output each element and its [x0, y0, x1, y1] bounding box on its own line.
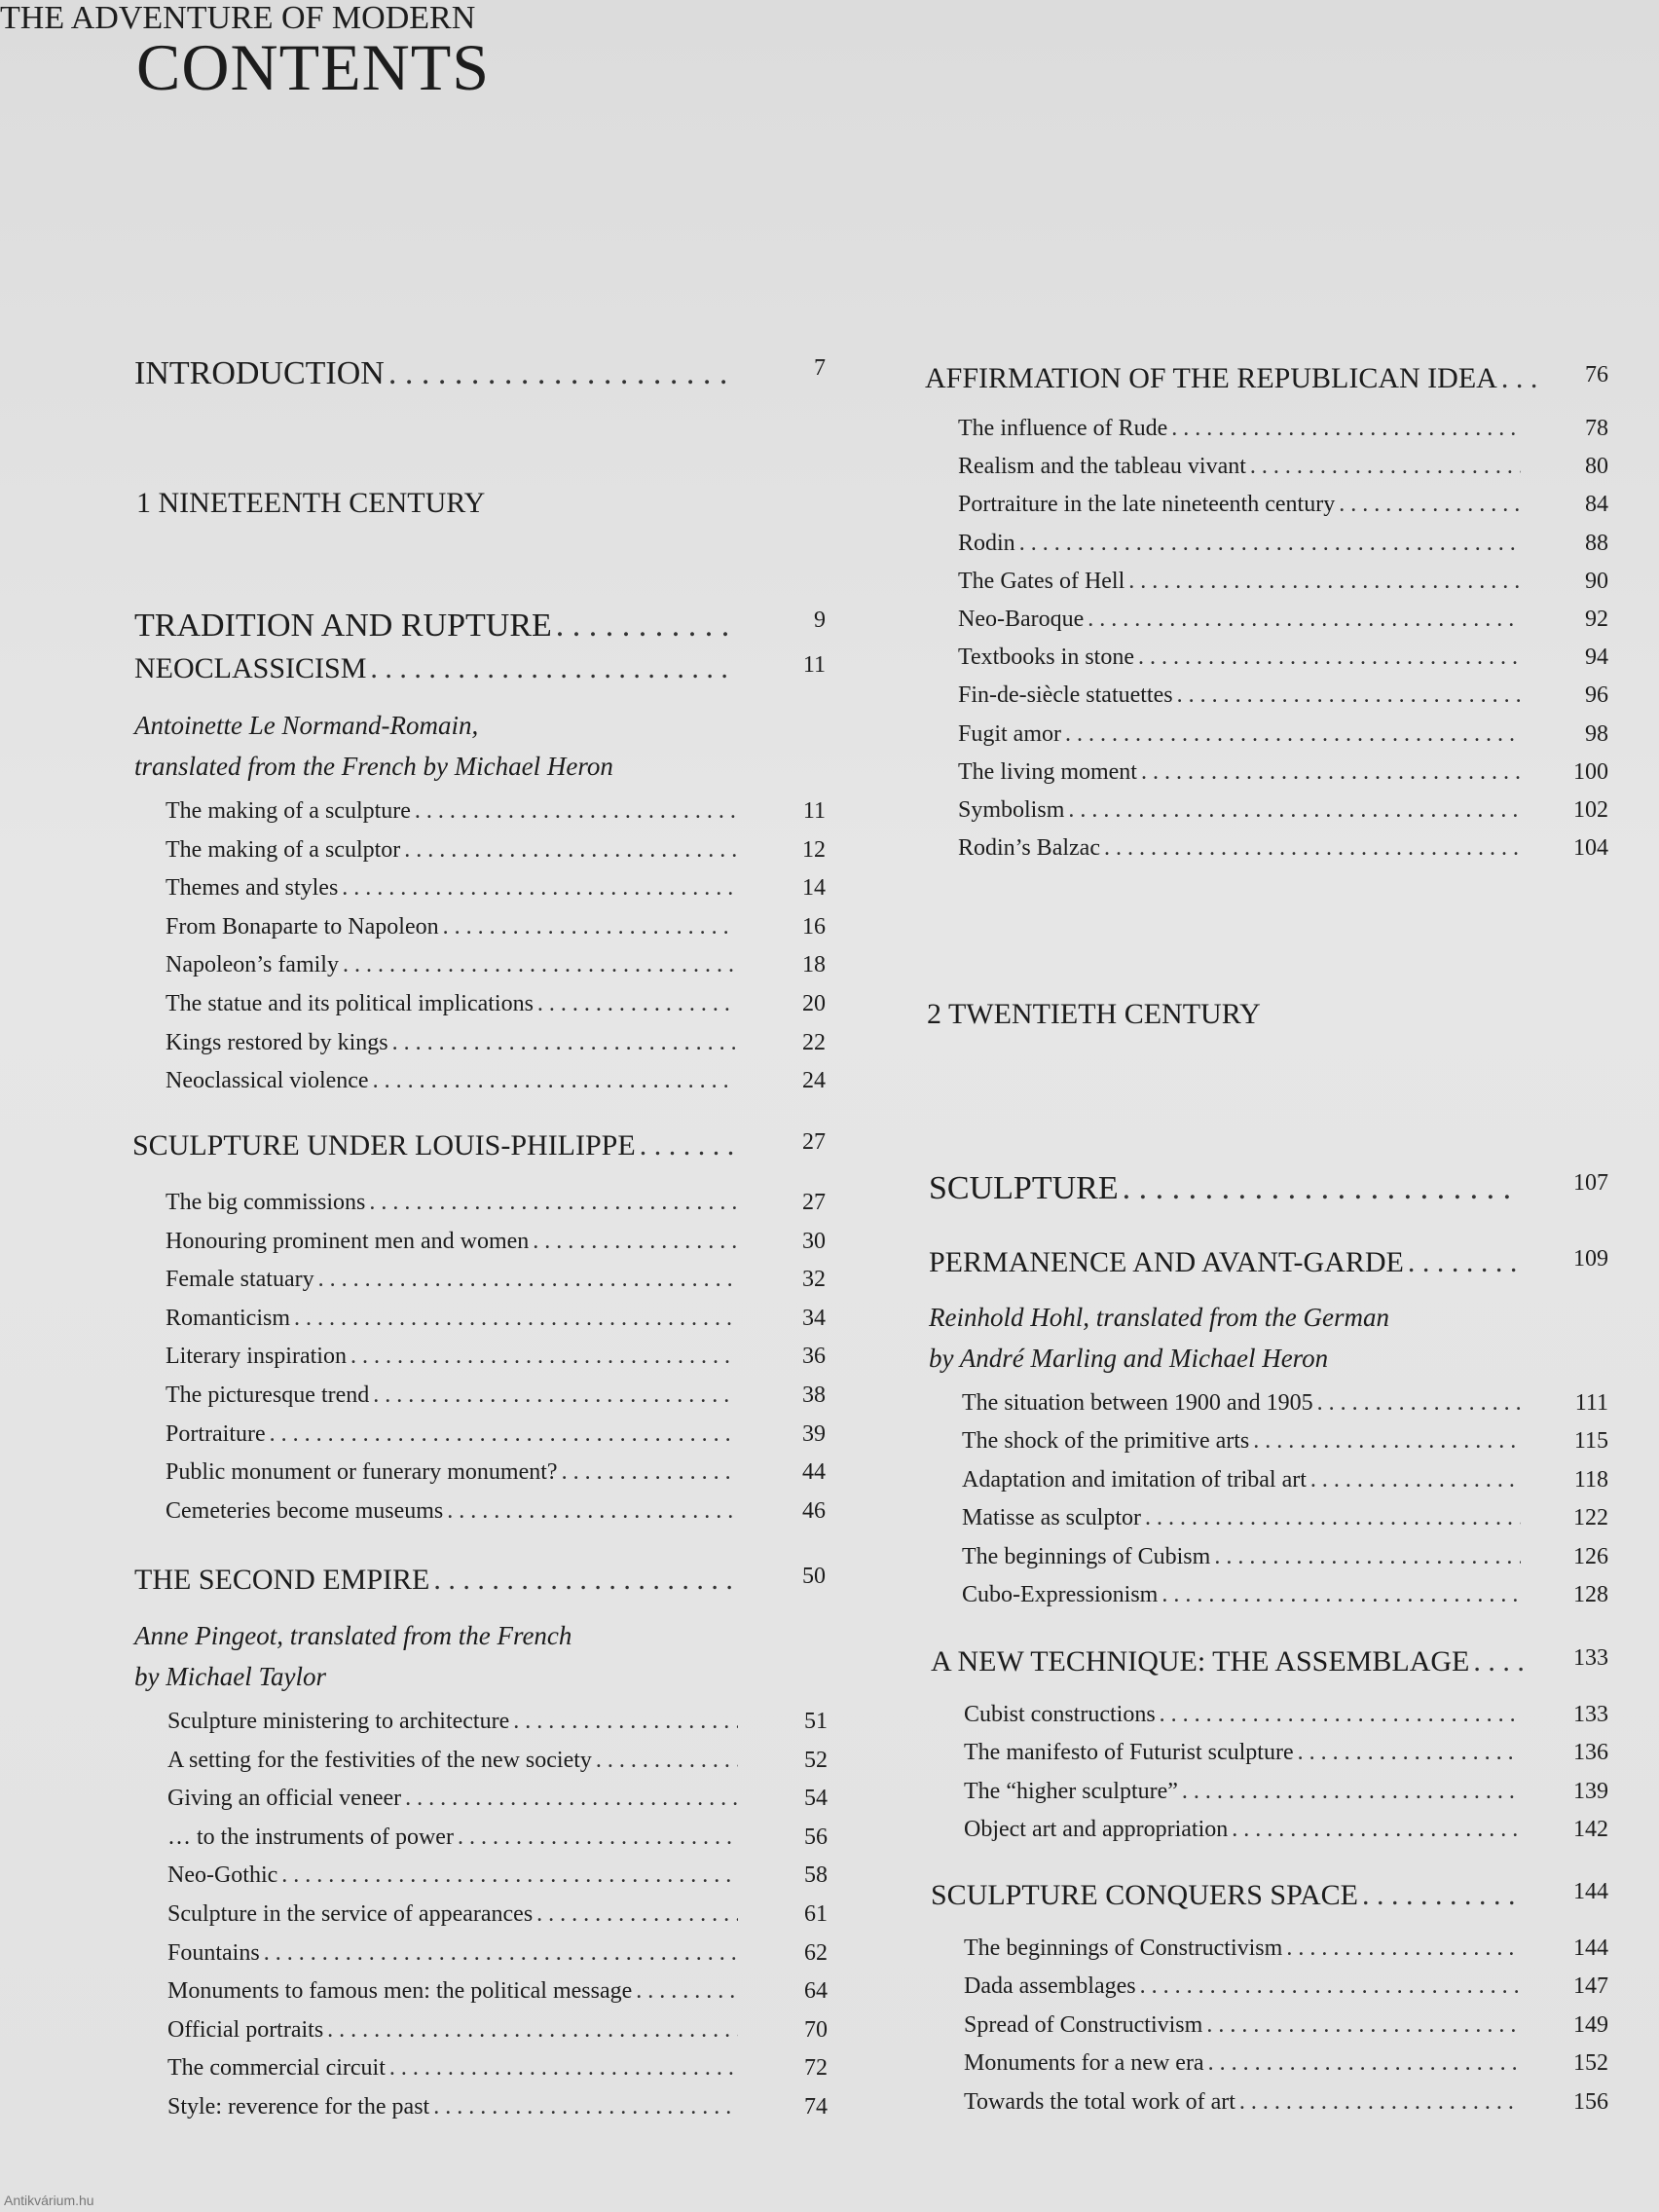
toc-item[interactable] — [962, 1505, 1608, 1531]
page-number: 18 — [802, 952, 826, 978]
dot-leader — [1104, 835, 1521, 862]
dot-leader — [1208, 2050, 1521, 2077]
entry-title: Cubist constructions — [964, 1702, 1156, 1727]
dot-leader — [443, 914, 736, 940]
page-number: 136 — [1573, 1740, 1608, 1766]
page-number: 22 — [802, 1029, 826, 1055]
toc-item[interactable] — [958, 416, 1608, 442]
dot-leader — [1141, 759, 1521, 786]
dot-leader — [281, 1862, 738, 1889]
author-credit: Anne Pingeot, translated from the French — [134, 1621, 572, 1650]
entry-title: SCULPTURE CONQUERS SPACE — [931, 1879, 1358, 1911]
page-number: 111 — [1574, 1390, 1608, 1416]
page-number: 133 — [1573, 1645, 1608, 1671]
dot-leader — [1068, 797, 1521, 824]
page-number: 58 — [804, 1862, 828, 1889]
toc-item[interactable] — [958, 720, 1608, 748]
page-number: 90 — [1585, 568, 1608, 594]
toc-item[interactable] — [958, 758, 1608, 786]
toc-item[interactable] — [166, 1267, 826, 1293]
entry-title: The situation between 1900 and 1905 — [962, 1390, 1313, 1416]
toc-item[interactable] — [166, 952, 826, 978]
toc-item[interactable] — [166, 1029, 826, 1056]
dot-leader — [537, 991, 736, 1017]
toc-item[interactable] — [958, 645, 1608, 671]
dot-leader — [1232, 1817, 1521, 1843]
toc-section-adventure[interactable] — [929, 1170, 1608, 1207]
entry-title: The beginnings of Constructivism — [964, 1936, 1283, 1961]
entry-title: Style: reverence for the past — [167, 2094, 430, 2120]
page-number: 64 — [804, 1978, 828, 2005]
author-credit: Antoinette Le Normand-Romain, — [134, 711, 479, 740]
dot-leader — [562, 1459, 736, 1486]
dot-leader — [447, 1498, 736, 1525]
toc-item[interactable] — [166, 798, 826, 825]
dot-leader — [433, 1564, 736, 1597]
dot-leader — [1123, 1170, 1521, 1207]
page-number: 54 — [804, 1786, 828, 1812]
toc-item[interactable] — [964, 1740, 1608, 1766]
page-number: 139 — [1573, 1778, 1608, 1804]
page-number: 156 — [1573, 2088, 1608, 2115]
toc-item[interactable] — [964, 2011, 1608, 2039]
page-number: 38 — [802, 1382, 826, 1408]
entry-title: Fin-de-siècle statuettes — [958, 682, 1173, 709]
dot-leader — [1019, 531, 1521, 557]
dot-leader — [1339, 492, 1521, 518]
toc-item[interactable] — [166, 1420, 826, 1448]
toc-item[interactable] — [166, 836, 826, 864]
dot-leader — [404, 837, 736, 864]
entry-title: Romanticism — [166, 1305, 290, 1331]
dot-leader — [1088, 607, 1521, 633]
page-number: 128 — [1573, 1582, 1608, 1607]
entry-title: Rodin’s Balzac — [958, 835, 1100, 862]
page-number: 109 — [1573, 1246, 1608, 1272]
author-credit: by Michael Taylor — [134, 1662, 326, 1691]
toc-item[interactable] — [167, 1978, 828, 2005]
page-title: CONTENTS — [136, 30, 491, 104]
dot-leader — [1161, 1582, 1521, 1608]
dot-leader — [392, 1030, 736, 1056]
page-number: 94 — [1585, 645, 1608, 671]
toc-item[interactable] — [958, 454, 1608, 480]
toc-item[interactable] — [166, 1382, 826, 1409]
dot-leader — [1177, 682, 1521, 709]
toc-chapter-assemblage[interactable] — [931, 1645, 1608, 1678]
dot-leader — [1128, 569, 1521, 595]
entry-title: Sculpture in the service of appearances — [167, 1901, 534, 1927]
dot-leader — [533, 1229, 736, 1255]
entry-title: The big commissions — [166, 1190, 366, 1215]
toc-item[interactable] — [964, 1778, 1608, 1805]
dot-leader — [1239, 2089, 1521, 2116]
page-number: 104 — [1573, 835, 1608, 862]
page-number: 74 — [804, 2094, 828, 2120]
toc-item[interactable] — [166, 1344, 826, 1370]
dot-leader — [596, 1748, 738, 1774]
dot-leader — [1138, 645, 1521, 671]
dot-leader — [1171, 416, 1521, 442]
dot-leader — [433, 2094, 738, 2120]
page-number: 78 — [1585, 416, 1608, 441]
page-number: 149 — [1573, 2011, 1608, 2038]
page-number: 24 — [802, 1068, 826, 1094]
dot-leader — [1065, 721, 1521, 748]
toc-item[interactable] — [958, 607, 1608, 633]
page-number: 30 — [802, 1228, 826, 1254]
toc-item[interactable] — [167, 1862, 828, 1889]
toc-item[interactable] — [166, 875, 826, 902]
dot-leader — [458, 1825, 738, 1851]
entry-title: Rodin — [958, 530, 1015, 556]
entry-title: Fugit amor — [958, 720, 1061, 747]
page-number: 133 — [1573, 1702, 1608, 1727]
entry-title: The statue and its political implications — [166, 991, 534, 1016]
toc-item[interactable] — [167, 1824, 828, 1851]
dot-leader — [1298, 1740, 1521, 1766]
toc-item[interactable] — [958, 797, 1608, 824]
entry-title: Cubo-Expressionism — [962, 1582, 1159, 1607]
dot-leader — [270, 1421, 736, 1448]
dot-leader — [636, 1978, 738, 2005]
toc-item[interactable] — [167, 2055, 828, 2082]
dot-leader — [415, 798, 736, 825]
page-number: 51 — [804, 1709, 828, 1734]
page-number: 80 — [1585, 454, 1608, 480]
dot-leader — [1317, 1390, 1521, 1417]
author-credit: by André Marling and Michael Heron — [929, 1344, 1329, 1373]
page-number: 62 — [804, 1939, 828, 1966]
entry-title: Official portraits — [167, 2016, 324, 2043]
page-number: 126 — [1573, 1543, 1608, 1569]
page-number: 144 — [1573, 1879, 1608, 1904]
toc-chapter-second-empire[interactable] — [134, 1564, 826, 1597]
entry-title: Object art and appropriation — [964, 1817, 1229, 1843]
page-number: 122 — [1573, 1505, 1608, 1531]
page-number: 14 — [802, 875, 826, 902]
toc-item[interactable] — [964, 1702, 1608, 1728]
page-number: 144 — [1573, 1936, 1608, 1961]
dot-leader — [342, 875, 736, 902]
entry-title: The making of a sculpture — [166, 798, 411, 824]
dot-leader — [513, 1709, 738, 1735]
dot-leader — [1145, 1505, 1521, 1531]
entry-title: Portraiture — [166, 1420, 266, 1447]
page-number: 152 — [1573, 2050, 1608, 2077]
entry-title: Honouring prominent men and women — [166, 1228, 530, 1254]
dot-leader — [1160, 1702, 1521, 1728]
page-number: 61 — [804, 1901, 828, 1927]
entry-title: Giving an official veneer — [167, 1786, 402, 1812]
entry-title: Neo-Baroque — [958, 607, 1085, 632]
toc-item[interactable] — [166, 1497, 826, 1525]
entry-title: From Bonaparte to Napoleon — [166, 913, 439, 940]
toc-item[interactable] — [962, 1390, 1608, 1417]
entry-title: Fountains — [167, 1939, 260, 1966]
page-number: 27 — [802, 1190, 826, 1215]
entry-title: The beginnings of Cubism — [962, 1543, 1211, 1569]
page-number: 142 — [1573, 1817, 1608, 1843]
entry-title: TRADITION AND RUPTURE — [134, 608, 552, 644]
page-number: 27 — [802, 1129, 826, 1155]
toc-chapter-republican-idea[interactable] — [925, 362, 1608, 395]
entry-title: Napoleon’s family — [166, 952, 339, 978]
toc-item[interactable] — [964, 2050, 1608, 2077]
entry-title: The picturesque trend — [166, 1382, 370, 1408]
dot-leader — [388, 355, 736, 392]
page-number: 84 — [1585, 492, 1608, 518]
dot-leader — [350, 1344, 736, 1370]
toc-item[interactable] — [962, 1466, 1608, 1493]
dot-leader — [294, 1306, 736, 1332]
toc-item[interactable] — [167, 2094, 828, 2120]
dot-leader — [1250, 454, 1521, 480]
toc-section-introduction[interactable] — [134, 355, 826, 392]
page-number: 11 — [802, 798, 826, 824]
page-number: 70 — [804, 2016, 828, 2043]
page-number: 115 — [1573, 1428, 1608, 1455]
author-credit: Reinhold Hohl, translated from the German — [929, 1303, 1389, 1332]
toc-item[interactable] — [166, 1068, 826, 1094]
entry-title: The influence of Rude — [958, 416, 1168, 441]
toc-item[interactable] — [958, 568, 1608, 595]
author-credit: translated from the French by Michael Heron — [134, 752, 613, 781]
dot-leader — [1140, 1973, 1521, 2000]
page-number: 44 — [802, 1459, 826, 1486]
entry-title: Sculpture ministering to architecture — [167, 1709, 510, 1734]
dot-leader — [640, 1129, 736, 1162]
entry-title: Female statuary — [166, 1267, 314, 1293]
dot-leader — [556, 608, 736, 645]
toc-chapter-louis-philippe[interactable] — [132, 1129, 826, 1162]
entry-title: SCULPTURE — [929, 1170, 1119, 1206]
page-number: 50 — [802, 1564, 826, 1589]
entry-title: A NEW TECHNIQUE: THE ASSEMBLAGE — [931, 1645, 1470, 1677]
page-number: 92 — [1585, 607, 1608, 632]
dot-leader — [1408, 1246, 1521, 1279]
dot-leader — [369, 1190, 736, 1216]
toc-item[interactable] — [964, 1936, 1608, 1962]
page-number: 72 — [804, 2055, 828, 2082]
toc-item[interactable] — [166, 1228, 826, 1255]
entry-title: The Gates of Hell — [958, 568, 1125, 594]
dot-leader — [1362, 1879, 1521, 1912]
toc-item[interactable] — [964, 2088, 1608, 2116]
entry-title: SCULPTURE UNDER LOUIS-PHILIPPE — [132, 1129, 636, 1161]
page-number: 96 — [1585, 682, 1608, 709]
entry-title: Themes and styles — [166, 875, 339, 902]
toc-item[interactable] — [167, 2016, 828, 2044]
entry-title: Kings restored by kings — [166, 1029, 388, 1055]
entry-title: INTRODUCTION — [134, 355, 385, 391]
toc-chapter-neoclassicism[interactable] — [134, 652, 826, 685]
toc-item[interactable] — [166, 1190, 826, 1216]
page-number: 118 — [1573, 1466, 1608, 1493]
page-number: 11 — [802, 652, 826, 678]
toc-item[interactable] — [167, 1709, 828, 1735]
entry-title: The making of a sculptor — [166, 836, 401, 863]
toc-item[interactable] — [958, 835, 1608, 862]
toc-section-adventure-line1: THE ADVENTURE OF MODERN — [0, 0, 476, 36]
toc-item[interactable] — [166, 1305, 826, 1332]
page-number: 56 — [804, 1824, 828, 1850]
entry-title: AFFIRMATION OF THE REPUBLICAN IDEA — [925, 362, 1497, 394]
page-number: 20 — [802, 991, 826, 1016]
toc-item[interactable] — [958, 530, 1608, 557]
dot-leader — [536, 1901, 738, 1928]
entry-title: Literary inspiration — [166, 1344, 347, 1370]
page-number: 107 — [1573, 1170, 1608, 1196]
toc-item[interactable] — [166, 1459, 826, 1486]
page-number: 147 — [1573, 1973, 1608, 2000]
entry-title: Neo-Gothic — [167, 1862, 278, 1889]
toc-item[interactable] — [962, 1543, 1608, 1570]
toc-item[interactable] — [962, 1582, 1608, 1608]
page-number: 7 — [814, 355, 826, 381]
entry-title: Adaptation and imitation of tribal art — [962, 1466, 1307, 1493]
dot-leader — [1206, 2012, 1521, 2039]
entry-title: Spread of Constructivism — [964, 2011, 1203, 2038]
page-number: 98 — [1585, 720, 1608, 747]
part-heading: 1 NINETEENTH CENTURY — [136, 487, 486, 519]
dot-leader — [1473, 1645, 1524, 1678]
toc-item[interactable] — [166, 991, 826, 1017]
toc-item[interactable] — [167, 1786, 828, 1812]
dot-leader — [318, 1267, 736, 1293]
entry-title: Realism and the tableau vivant — [958, 454, 1246, 480]
entry-title: Dada assemblages — [964, 1973, 1136, 2000]
entry-title: Portraiture in the late nineteenth century — [958, 492, 1336, 518]
toc-item[interactable] — [964, 1817, 1608, 1843]
dot-leader — [1214, 1544, 1521, 1570]
toc-chapter-permanence[interactable] — [929, 1246, 1608, 1279]
entry-title: Cemeteries become museums — [166, 1497, 444, 1524]
toc-item[interactable] — [962, 1428, 1608, 1455]
entry-title: … to the instruments of power — [167, 1824, 454, 1850]
toc-item[interactable] — [167, 1901, 828, 1928]
entry-title: Matisse as sculptor — [962, 1505, 1141, 1531]
toc-item[interactable] — [167, 1747, 828, 1774]
toc-chapter-space[interactable] — [931, 1879, 1608, 1912]
dot-leader — [264, 1940, 738, 1967]
page-number: 39 — [802, 1420, 826, 1447]
entry-title: The commercial circuit — [167, 2055, 386, 2082]
entry-title: Monuments for a new era — [964, 2050, 1204, 2077]
toc-item[interactable] — [958, 682, 1608, 709]
entry-title: Monuments to famous men: the political message — [167, 1978, 633, 2005]
dot-leader — [1286, 1936, 1521, 1962]
toc-item[interactable] — [958, 492, 1608, 518]
dot-leader — [405, 1786, 738, 1812]
entry-title: Public monument or funerary monument? — [166, 1459, 558, 1486]
entry-title: A setting for the festivities of the new society — [167, 1747, 592, 1773]
page-number: 36 — [802, 1344, 826, 1370]
page-number: 102 — [1573, 797, 1608, 823]
dot-leader — [327, 2017, 738, 2044]
dot-leader — [373, 1382, 736, 1409]
entry-title: The “higher sculpture” — [964, 1778, 1178, 1804]
entry-title: The manifesto of Futurist sculpture — [964, 1740, 1294, 1766]
watermark: Antikvárium.hu — [4, 2193, 94, 2208]
dot-leader — [1253, 1428, 1521, 1455]
part-heading: 2 TWENTIETH CENTURY — [927, 998, 1261, 1030]
entry-title: Towards the total work of art — [964, 2088, 1235, 2115]
entry-title: PERMANENCE AND AVANT-GARDE — [929, 1246, 1404, 1278]
page-number: 32 — [802, 1267, 826, 1293]
dot-leader — [370, 652, 736, 685]
entry-title: THE SECOND EMPIRE — [134, 1564, 430, 1596]
page-number: 46 — [802, 1497, 826, 1524]
entry-title: Textbooks in stone — [958, 645, 1134, 671]
dot-leader — [389, 2055, 738, 2082]
page-number: 16 — [802, 913, 826, 940]
dot-leader — [1310, 1467, 1521, 1493]
toc-item[interactable] — [964, 1973, 1608, 2000]
dot-leader — [1182, 1779, 1521, 1805]
dot-leader — [343, 952, 736, 978]
entry-title: Neoclassical violence — [166, 1068, 369, 1094]
page-number: 88 — [1585, 530, 1608, 556]
entry-title: The living moment — [958, 758, 1137, 785]
entry-title: The shock of the primitive arts — [962, 1428, 1250, 1455]
toc-item[interactable] — [166, 913, 826, 940]
toc-section-tradition[interactable] — [134, 608, 826, 645]
page-number: 100 — [1573, 758, 1608, 785]
entry-title: Symbolism — [958, 797, 1065, 823]
page-number: 76 — [1585, 362, 1608, 387]
entry-title: NEOCLASSICISM — [134, 652, 367, 684]
page-number: 9 — [814, 608, 826, 633]
toc-item[interactable] — [167, 1939, 828, 1967]
dot-leader — [373, 1068, 736, 1094]
page-number: 34 — [802, 1305, 826, 1331]
page-number: 12 — [802, 836, 826, 863]
page-number: 52 — [804, 1747, 828, 1773]
